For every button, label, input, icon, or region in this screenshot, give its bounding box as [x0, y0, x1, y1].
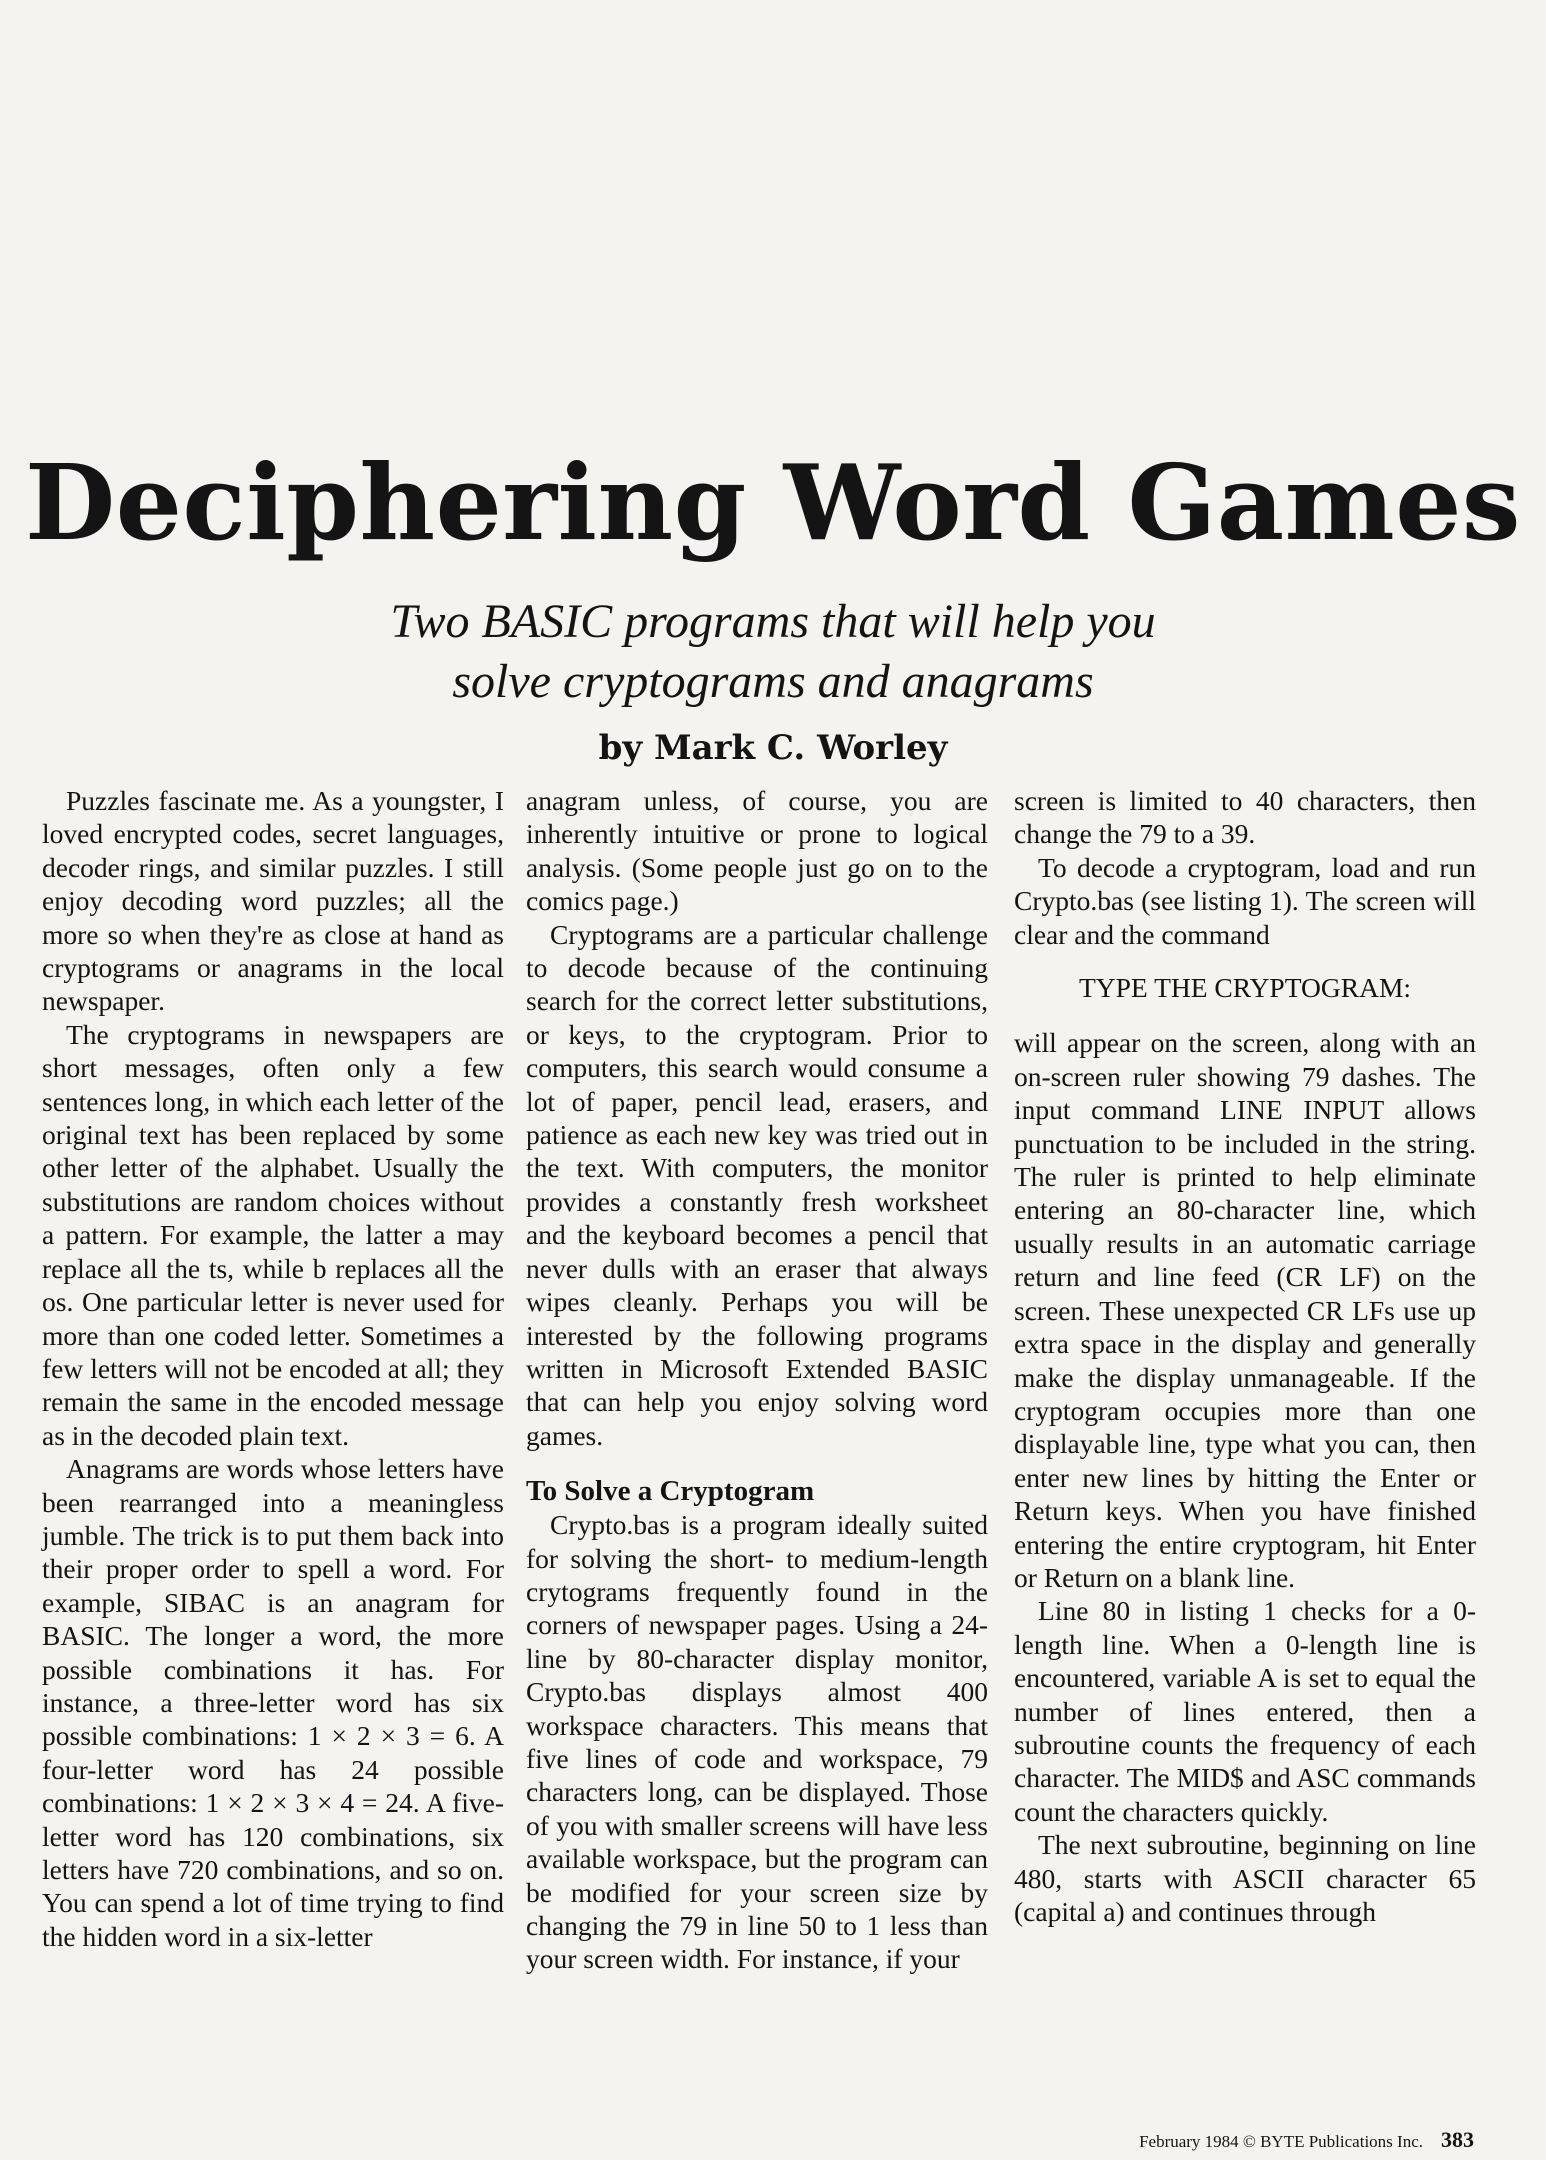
page-footer — [1139, 2127, 1474, 2153]
section-heading: To Solve a Cryptogram — [526, 1475, 815, 1508]
paragraph: The next subroutine, beginning on line 480, starts with ASCII character 65 (capital a) and continues through — [1014, 1829, 1476, 1927]
paragraph: Anagrams are words whose letters have been rearranged into a meaningless jumble. The trick is to put them back into their proper order to spell a word. For example, SIBAC is an anagram for BASIC. The longer a word, the more possible combinations it has. For instance, a three-letter word has six possible combinations: 1 × 2 × 3 = 6. A four-letter word has 24 possible combinations: 1 × 2 × 3 × 4 = 24. A five-letter word has 120 combinations, six letters have 720 combinations, and so on. You can spend a lot of time trying to find the hidden word in a six-letter — [42, 1453, 504, 1952]
page-number: 383 — [1441, 2127, 1474, 2152]
paragraph: Crypto.bas is a program ideally suited for solving the short- to medium-length crytograms frequently found in the corners of newspaper pages. Using a 24-line by 80-character display monitor, Crypto.bas displays almost 400 workspace characters. This means that five lines of code and workspace, 79 characters long, can be displayed. Those of you with smaller screens will have less available workspace, but the program can be modified for your screen size by changing the 79 in line 50 to 1 less than your screen width. For instance, if your — [526, 1509, 988, 1975]
screen-command-text: TYPE THE CRYPTOGRAM: — [1078, 972, 1412, 1004]
article-title: Deciphering Word Games — [25, 441, 1521, 564]
subtitle-line-1: Two BASIC programs that will help you — [390, 595, 1156, 648]
paragraph: Line 80 in listing 1 checks for a 0-length line. When a 0-length line is encountered, variable A is set to equal the number of lines entered, then a subroutine counts the frequency of each character. The MID$ and ASC commands count the characters quickly. — [1014, 1595, 1476, 1827]
text-column-1 — [42, 784, 504, 1953]
paragraph: anagram unless, of course, you are inherently intuitive or prone to logical analysis. (Some people just go on to the comics page.) — [526, 785, 988, 917]
paragraph: To decode a cryptogram, load and run Crypto.bas (see listing 1). The screen will clear and the command — [1014, 851, 1476, 950]
paragraph: Cryptograms are a particular challenge to decode because of the continuing search for the correct letter substitutions, or keys, to the cryptogram. Prior to computers, this search would consume a lot of paper, pencil lead, erasers, and patience as each new key was tried out in the text. With computers, the monitor provides a constantly fresh worksheet and the keyboard becomes a pencil that never dulls with an eraser that always wipes cleanly. Perhaps you will be interested by the following programs written in Microsoft Extended BASIC that can help you enjoy solving word games. — [526, 918, 988, 1451]
author-byline: by Mark C. Worley — [598, 728, 948, 768]
text-column-2 — [526, 784, 988, 1976]
paragraph: screen is limited to 40 characters, then change the 79 to a 39. — [1014, 785, 1476, 850]
paragraph: will appear on the screen, along with an on-screen ruler showing 79 dashes. The input command LINE INPUT allows punctuation to be included in the string. The ruler is printed to help eliminate entering an 80-character line, which usually results in an automatic carriage return and line feed (CR LF) on the screen. These unexpected CR LFs use up extra space in the display and generally make the display unmanageable. If the cryptogram occupies more than one displayable line, type what you can, then enter new lines by hitting the Enter or Return keys. When you have finished entering the entire cryptogram, hit Enter or Return on a blank line. — [1014, 1027, 1476, 1593]
paragraph: Puzzles fascinate me. As a youngster, I loved encrypted codes, secret languages, decoder rings, and similar puzzles. I still enjoy decoding word puzzles; all the more so when they're as close at hand as cryptograms or anagrams in the local newspaper. — [42, 785, 504, 1017]
paragraph: The cryptograms in newspapers are short messages, often only a few sentences long, in which each letter of the original text has been replaced by some other letter of the alphabet. Usually the substitutions are random choices without a pattern. For example, the latter a may replace all the ts, while b replaces all the os. One particular letter is never used for more than one coded letter. Sometimes a few letters will not be encoded at all; they remain the same in the encoded message as in the decoded plain text. — [42, 1018, 504, 1451]
text-column-3 — [1014, 784, 1476, 1928]
subtitle-line-2: solve cryptograms and anagrams — [452, 655, 1094, 708]
issue-info: February 1984 © BYTE Publications Inc. — [1139, 2132, 1423, 2151]
article-subtitle — [0, 592, 1546, 712]
